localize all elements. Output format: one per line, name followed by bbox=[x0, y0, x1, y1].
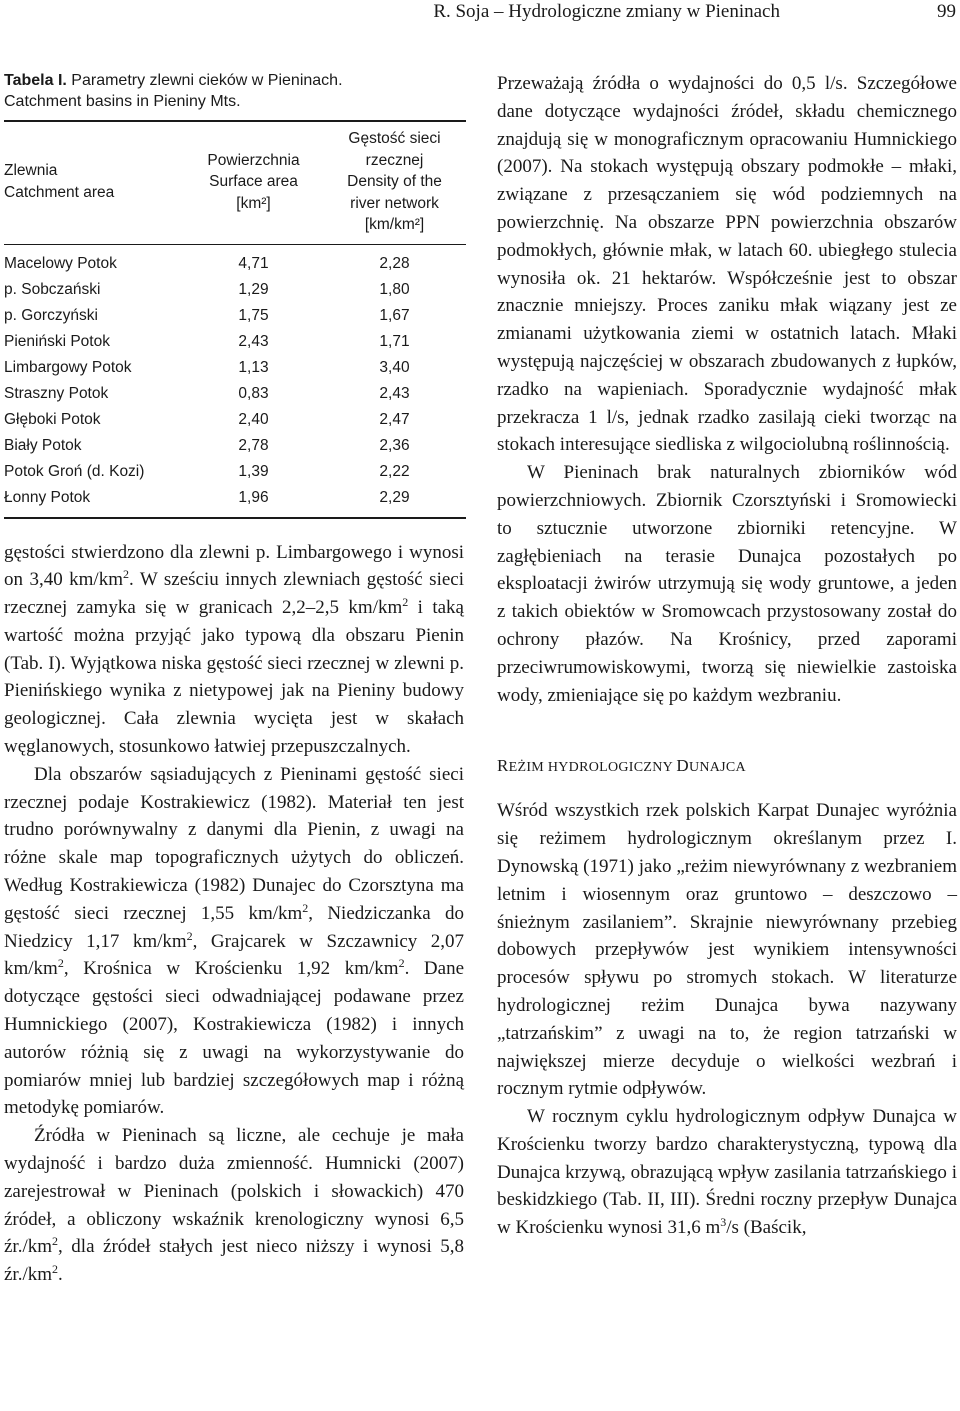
running-header bbox=[0, 0, 960, 26]
network-density: 1,71 bbox=[379, 332, 410, 350]
column-header-area: Powierzchnia Surface area [km²] bbox=[207, 151, 300, 212]
surface-area: 2,78 bbox=[238, 436, 269, 454]
body-paragraph-neighbouring-areas: Dla obszarów sąsiadujących z Pieninami gęstość sieci rzecznej podaje Kostrakiewicz (1982). Materiał ten jest trudno porównywalny z danymi dla Pienin, z uwagi na różne skale map topograficznych użytych do obliczeń. Według Kostrakiewicza (1982) Dunajec do Czorsztyna ma gęstość sieci rzecznej 1,55 $km/km^2$, Niedziczanka do Niedzicy 1,17 $km/km^2$, Grajcarek w Szczawnicy 2,07 $km/km^2$, Krośnica w Krościenku 1,92 $km/km^2$. Dane dotyczące gęstości sieci odwadniającej podawane przez Humnickiego (2007), Kostrakiewicza (1982) i innych autorów różnią się z uwagi na wykorzystywanie do pomiarów mniej lub bardziej szczegółowych map i różną metodykę pomiarów. bbox=[4, 763, 465, 1119]
table-row bbox=[4, 459, 466, 485]
table-row bbox=[4, 433, 466, 459]
body-paragraph-springs: Źródła w Pieninach są liczne, ale cechuje je mała wydajność i bardzo duża zmienność. Humnicki (2007) zarejestrował w Pieninach (polskich i słowackich) 470 źródeł, a obliczony wskaźnik krenologiczny wynosi 6,5 $źr./km^2$, dla źródeł stałych jest nieco niższy i wynosi 5,8 $źr./km^2$. bbox=[4, 1125, 464, 1286]
table-caption bbox=[4, 70, 464, 112]
surface-area: 4,71 bbox=[238, 254, 269, 272]
table-row bbox=[4, 355, 466, 381]
table-row bbox=[4, 329, 466, 355]
surface-area: 1,39 bbox=[238, 462, 269, 480]
right-column bbox=[497, 70, 957, 1242]
network-density: 2,47 bbox=[379, 410, 410, 428]
network-density: 2,29 bbox=[379, 488, 410, 506]
catchment-name: Pieniński Potok bbox=[4, 332, 110, 350]
body-paragraph-spring-yield: Przeważają źródła o wydajności do 0,5 l/s. Szczegółowe dane dotyczące wydajności źródeł, składu chemicznego znajdują się w monograficznym opracowaniu Humnickiego (2007). Na stokach występują obszary podmokłe – młaki, związane z przesączaniem się wód podziemnych na powierzchnię. Na obszarze PPN powierzchnia obszarów podmokłych, głównie młak, w latach 60. ubiegłego stulecia wynosiła ok. 21 hektarów. Współcześnie jest to obszar znacznie mniejszy. Proces zaniku młak wiązany jest ze zmianami użytkowania ziemi w ostatnich latach. Młaki występują najczęściej w obszarach zbudowanych z łupków, rzadko na wapieniach. Sporadycznie wydajność młak przekracza 1 l/s, jednak rzadko zasilają cieki tworząc na stokach interesujące siedliska z wilgociolubną roślinnością. bbox=[497, 73, 957, 456]
table-label: Tabela I. bbox=[4, 72, 67, 89]
network-density: 1,80 bbox=[379, 280, 410, 298]
network-density: 1,67 bbox=[379, 306, 410, 324]
network-density: 2,22 bbox=[379, 462, 410, 480]
table-row bbox=[4, 485, 466, 518]
catchment-name: Straszny Potok bbox=[4, 384, 109, 402]
running-title: R. Soja – Hydrologiczne zmiany w Pieninach bbox=[433, 1, 780, 22]
body-paragraph-annual-cycle: W rocznym cyklu hydrologicznym odpływ Dunajca w Krościenku tworzy bardzo charakterystyczną, typową dla Dunajca krzywą, obrazującą wpływ zasilania tatrzańskiego i beskidzkiego (Tab. II, III). Średni roczny przepływ Dunajca w Krościenku wynosi 31,6 $m^3/s$ (Baścik, bbox=[497, 1106, 957, 1239]
table-row bbox=[4, 407, 466, 433]
network-density: 2,28 bbox=[379, 254, 410, 272]
table-row bbox=[4, 381, 466, 407]
column-header-catchment: Zlewnia Catchment area bbox=[4, 162, 115, 201]
table-row bbox=[4, 244, 466, 277]
surface-area: 1,13 bbox=[238, 358, 269, 376]
body-paragraph-regime: Wśród wszystkich rzek polskich Karpat Dunajec wyróżnia się reżimem hydrologicznym określanym przez I. Dynowską (1971) jako „reżim niewyrównany z wezbraniem letnim i wiosennym oraz gruntowo – deszczowo – śnieżnym zasilaniem”. Skrajnie niewyrównany przebieg dobowych przepływów jest wynikiem intensywności procesów spływu po stromych stokach. W literaturze hydrologicznej reżim Dunajca bywa nazywany „tatrzańskim” z uwagi na to, że region tatrzański w największej mierze decyduje o wielkości wezbrań i rocznym rytmie odpływów. bbox=[497, 800, 957, 1100]
surface-area: 2,43 bbox=[238, 332, 269, 350]
body-paragraph-density: gęstości stwierdzono dla zlewni p. Limbargowego i wynosi on 3,40 $km/km^2$. W sześciu innych zlewniach gęstość sieci rzecznej zamyka się w granicach 2,2–2,5 $km/km^2$ i taką wartość można przyjąć jako typową dla obszaru Pienin (Tab. I). Wyjątkowa niska gęstość sieci rzecznej w zlewni p. Pienińskiego wynika z nietypowej jak na Pieniny budowy geologicznej. Cała zlewnia wycięta jest w skałach węglanowych, stosunkowo łatwiej przepuszczalnych. bbox=[4, 541, 464, 758]
catchment-name: Limbargowy Potok bbox=[4, 358, 132, 376]
catchment-name: p. Gorczyński bbox=[4, 306, 98, 324]
catchment-name: Głęboki Potok bbox=[4, 410, 101, 428]
surface-area: 1,75 bbox=[238, 306, 269, 324]
surface-area: 1,96 bbox=[238, 488, 269, 506]
network-density: 2,36 bbox=[379, 436, 410, 454]
table-row bbox=[4, 277, 466, 303]
column-header-density: Gęstość sieci rzecznej Density of the river network [km/km²] bbox=[347, 130, 442, 233]
surface-area: 0,83 bbox=[238, 384, 269, 402]
surface-area: 1,29 bbox=[238, 280, 269, 298]
network-density: 3,40 bbox=[379, 358, 410, 376]
table-header-row bbox=[4, 121, 466, 244]
page-number: 99 bbox=[937, 1, 956, 22]
left-column bbox=[4, 70, 464, 1289]
catchment-name: p. Sobczański bbox=[4, 280, 101, 298]
table-row bbox=[4, 303, 466, 329]
table-caption-en: Catchment basins in Pieniny Mts. bbox=[4, 93, 241, 110]
body-paragraph-reservoirs: W Pieninach brak naturalnych zbiorników wód powierzchniowych. Zbiornik Czorsztyński i Sromowiecki to sztucznie utworzone zbiorniki retencyjne. W zagłębieniach na terasie Dunajca pozostałych po eksploatacji żwirów utrzymują się wody gruntowe, a jeden z takich obiektów w Sromowcach przystosowany został do ochrony płazów. Na Krośnicy, przed zaporami przeciwrumowiskowymi, tworzą się niewielkie zastoiska wody, zmieniające się po każdym wezbraniu. bbox=[497, 462, 957, 706]
table-caption-pl: Parametry zlewni cieków w Pieninach. bbox=[66, 72, 343, 89]
surface-area: 2,40 bbox=[238, 410, 269, 428]
section-heading: REŻIM HYDROLOGICZNY DUNAJCA bbox=[497, 756, 746, 776]
catchment-name: Macelowy Potok bbox=[4, 254, 117, 272]
catchment-name: Potok Groń (d. Kozi) bbox=[4, 462, 145, 480]
catchment-table bbox=[4, 120, 466, 519]
catchment-name: Łonny Potok bbox=[4, 488, 91, 506]
network-density: 2,43 bbox=[379, 384, 410, 402]
catchment-name: Biały Potok bbox=[4, 436, 82, 454]
